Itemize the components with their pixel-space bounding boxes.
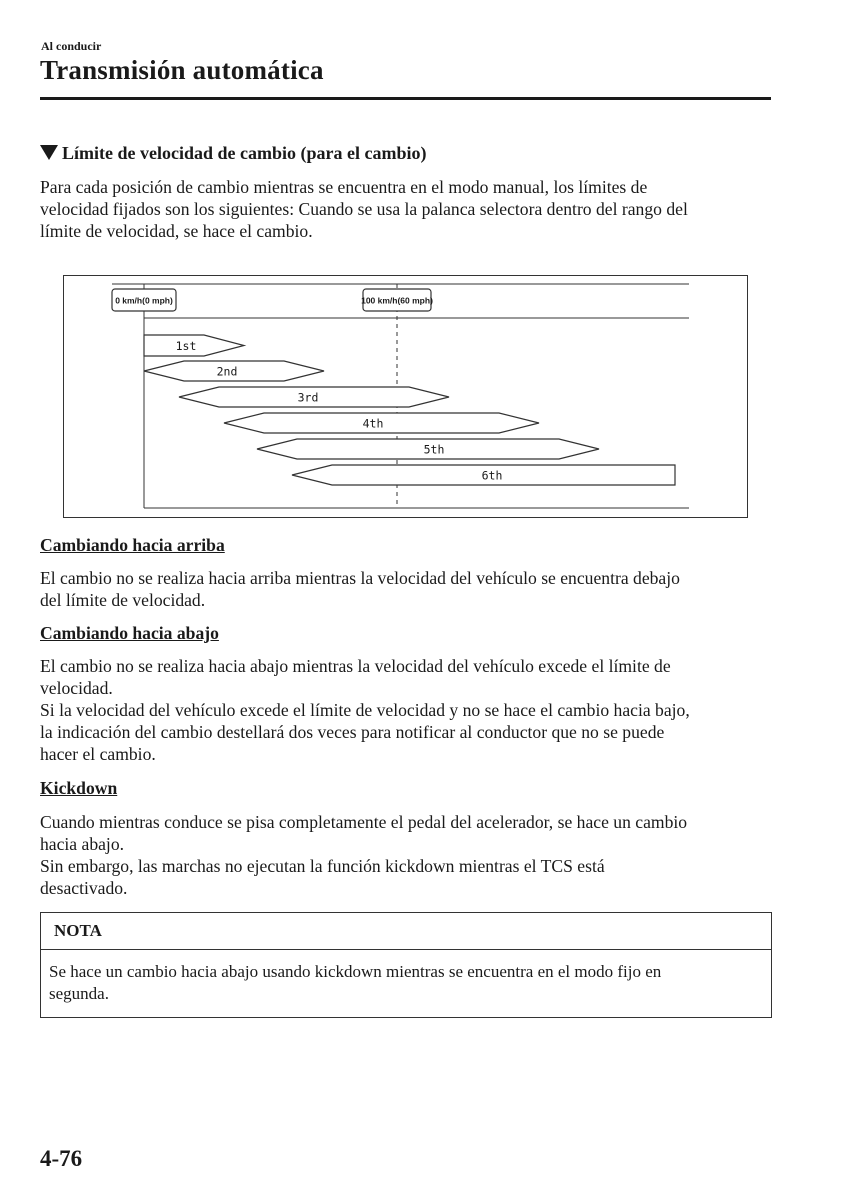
kickdown-paragraph	[40, 811, 780, 899]
note-line: Se hace un cambio hacia abajo usando kickdown mientras se encuentra en el modo fijo en	[49, 962, 662, 981]
section-heading	[40, 143, 426, 164]
downshift-line: hacer el cambio.	[40, 744, 156, 764]
shift-speed-diagram-svg	[64, 276, 749, 519]
section-heading-text: Límite de velocidad de cambio (para el cambio)	[62, 143, 427, 163]
gear-label-1st: 1st	[175, 339, 197, 353]
gear-label-6th: 6th	[481, 468, 503, 483]
kickdown-line: Sin embargo, las marchas no ejecutan la función kickdown mientras el TCS está	[40, 856, 605, 876]
note-title: NOTA	[54, 921, 102, 940]
triangle-down-icon	[40, 145, 58, 160]
intro-line: velocidad fijados son los siguientes: Cuando se usa la palanca selectora dentro del rango del	[40, 199, 688, 219]
chapter-label: Al conducir	[41, 39, 102, 53]
kickdown-line: Cuando mientras conduce se pisa completamente el pedal del acelerador, se hace un cambio	[40, 812, 688, 832]
note-body	[49, 961, 764, 1005]
downshift-line: la indicación del cambio destellará dos veces para notificar al conductor que no se puede	[40, 722, 665, 742]
downshift-paragraph	[40, 655, 780, 765]
upshift-paragraph	[40, 567, 780, 611]
downshift-line: El cambio no se realiza hacia abajo mientras la velocidad del vehículo excede el límite de	[40, 656, 671, 676]
gear-label-2nd: 2nd	[216, 364, 238, 379]
upshift-heading: Cambiando hacia arriba	[40, 535, 225, 555]
upshift-line: del límite de velocidad.	[40, 590, 206, 610]
upshift-line: El cambio no se realiza hacia arriba mientras la velocidad del vehículo se encuentra debajo	[40, 568, 680, 588]
speed-label-start: 0 km/h(0 mph)	[115, 295, 173, 306]
gear-label-4th: 4th	[362, 416, 384, 431]
downshift-line: velocidad.	[40, 678, 113, 698]
downshift-heading: Cambiando hacia abajo	[40, 623, 219, 643]
intro-line: límite de velocidad, se hace el cambio.	[40, 221, 313, 241]
title-rule	[40, 97, 771, 100]
speed-label-mark: 100 km/h(60 mph)	[361, 295, 433, 306]
shift-speed-diagram	[63, 275, 748, 518]
note-line: segunda.	[49, 984, 109, 1003]
gear-label-5th: 5th	[423, 442, 445, 457]
downshift-line: Si la velocidad del vehículo excede el límite de velocidad y no se hace el cambio hacia bajo,	[40, 700, 690, 720]
gear-label-3rd: 3rd	[297, 390, 319, 405]
kickdown-line: desactivado.	[40, 878, 128, 898]
kickdown-heading: Kickdown	[40, 778, 118, 798]
page-number: 4-76	[40, 1146, 83, 1171]
note-header	[41, 913, 771, 950]
kickdown-line: hacia abajo.	[40, 834, 125, 854]
intro-paragraph	[40, 176, 780, 242]
intro-line: Para cada posición de cambio mientras se encuentra en el modo manual, los límites de	[40, 177, 648, 197]
note-box	[40, 912, 772, 1018]
page-title: Transmisión automática	[40, 55, 324, 85]
